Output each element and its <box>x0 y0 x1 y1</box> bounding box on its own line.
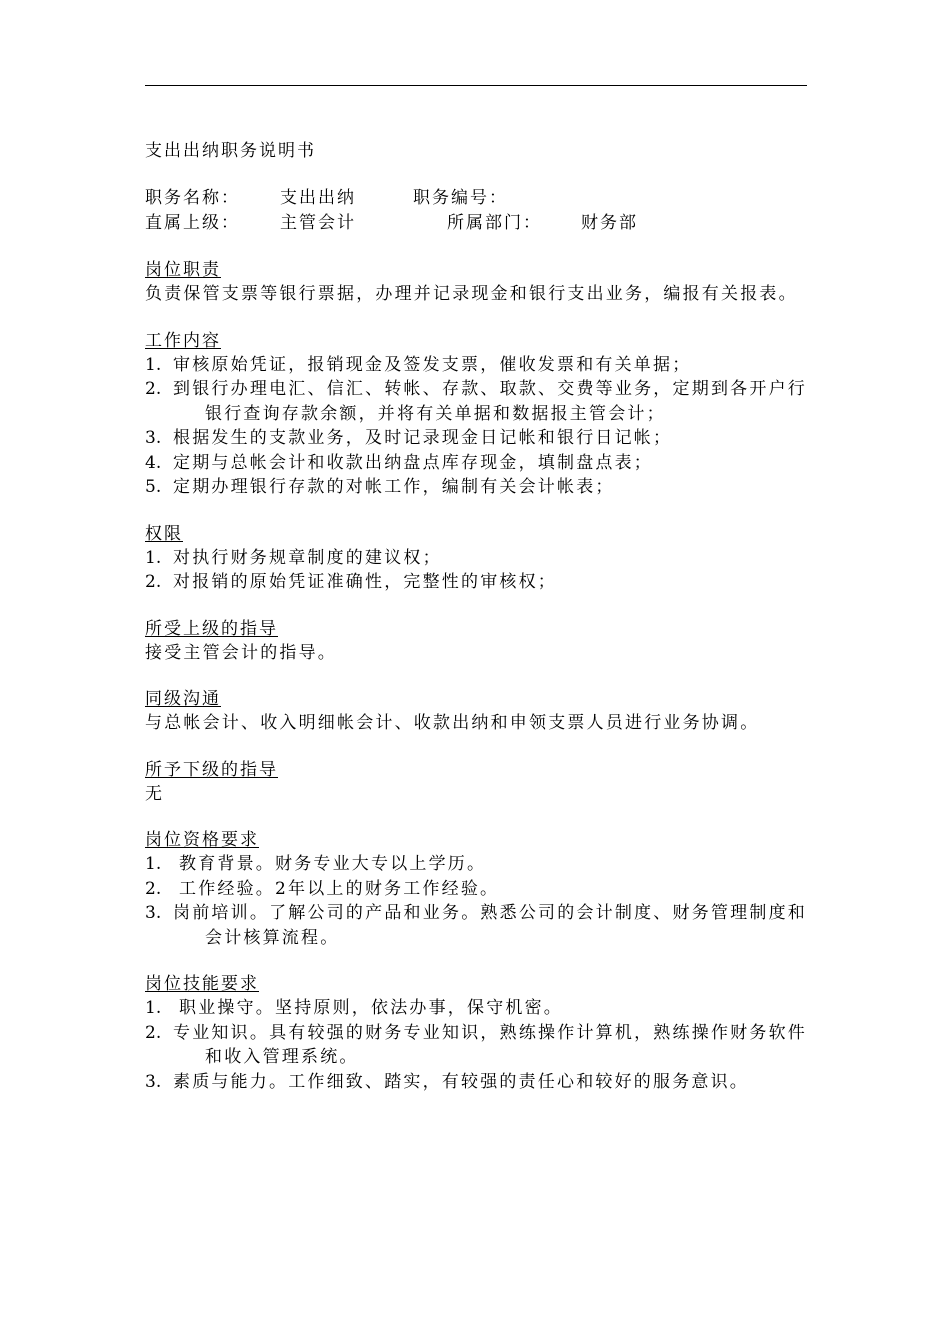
dept-label: 所属部门： <box>447 213 542 233</box>
list-item: 2. 专业知识。具有较强的财务专业知识，熟练操作计算机，熟练操作财务软件和收入管理系统。 <box>145 1022 807 1067</box>
section-heading: 岗位资格要求 <box>145 830 259 850</box>
section-text: 与总帐会计、收入明细帐会计、收款出纳和申领支票人员进行业务协调。 <box>145 713 760 733</box>
list-item: 1. 教育背景。财务专业大专以上学历。 <box>145 854 487 874</box>
document-body <box>145 138 807 1094</box>
section-text: 无 <box>145 783 165 804</box>
section-heading: 同级沟通 <box>145 689 221 709</box>
section-qualification <box>145 828 807 950</box>
list-item: 1. 对执行财务规章制度的建议权； <box>145 547 442 568</box>
section-heading: 岗位职责 <box>145 260 221 280</box>
list-item: 1. 审核原始凭证，报销现金及签发支票，催收发票和有关单据； <box>145 354 692 375</box>
section-heading: 所受上级的指导 <box>145 618 278 639</box>
section-text: 负责保管支票等银行票据，办理并记录现金和银行支出业务，编报有关报表。 <box>145 284 798 304</box>
section-heading: 工作内容 <box>145 330 221 351</box>
dept-value: 财务部 <box>581 213 638 233</box>
list-item: 2. 到银行办理电汇、信汇、转帐、存款、取款、交费等业务，定期到各开户行银行查询存款余额，并将有关单据和数据报主管会计； <box>145 379 807 424</box>
content-list <box>145 353 807 500</box>
section-skills <box>145 972 807 1094</box>
superior-label: 直属上级： <box>145 213 240 233</box>
job-name-label: 职务名称： <box>145 188 240 208</box>
meta-row-superior <box>145 211 807 236</box>
superior-value: 主管会计 <box>280 213 356 233</box>
qualification-list <box>145 852 807 950</box>
list-item: 3. 素质与能力。工作细致、踏实，有较强的责任心和较好的服务意识。 <box>145 1071 749 1092</box>
section-heading: 岗位技能要求 <box>145 974 259 994</box>
section-heading: 所予下级的指导 <box>145 759 278 780</box>
section-guidance-received <box>145 617 807 666</box>
list-item: 2. 工作经验。2年以上的财务工作经验。 <box>145 878 500 899</box>
skills-list <box>145 996 807 1094</box>
section-content <box>145 329 807 500</box>
section-authority <box>145 522 807 595</box>
list-item: 3. 根据发生的支款业务，及时记录现金日记帐和银行日记帐； <box>145 428 673 448</box>
meta-row-name <box>145 186 807 211</box>
list-item: 2. 对报销的原始凭证准确性，完整性的审核权； <box>145 572 557 592</box>
list-item: 3. 岗前培训。了解公司的产品和业务。熟悉公司的会计制度、财务管理制度和会计核算流程。 <box>145 903 807 948</box>
authority-list <box>145 546 807 595</box>
job-name-value: 支出出纳 <box>280 188 356 208</box>
list-item: 5. 定期办理银行存款的对帐工作，编制有关会计帐表； <box>145 477 615 497</box>
job-code-label: 职务编号： <box>413 188 508 208</box>
page-title: 支出出纳职务说明书 <box>145 141 316 161</box>
section-text: 接受主管会计的指导。 <box>145 642 337 663</box>
section-guidance-given <box>145 758 807 807</box>
section-heading: 权限 <box>145 523 183 544</box>
list-item: 4. 定期与总帐会计和收款出纳盘点库存现金，填制盘点表； <box>145 452 653 473</box>
header-rule <box>145 85 807 86</box>
list-item: 1. 职业操守。坚持原则，依法办事，保守机密。 <box>145 998 563 1018</box>
section-duty <box>145 258 807 307</box>
section-peer <box>145 687 807 736</box>
